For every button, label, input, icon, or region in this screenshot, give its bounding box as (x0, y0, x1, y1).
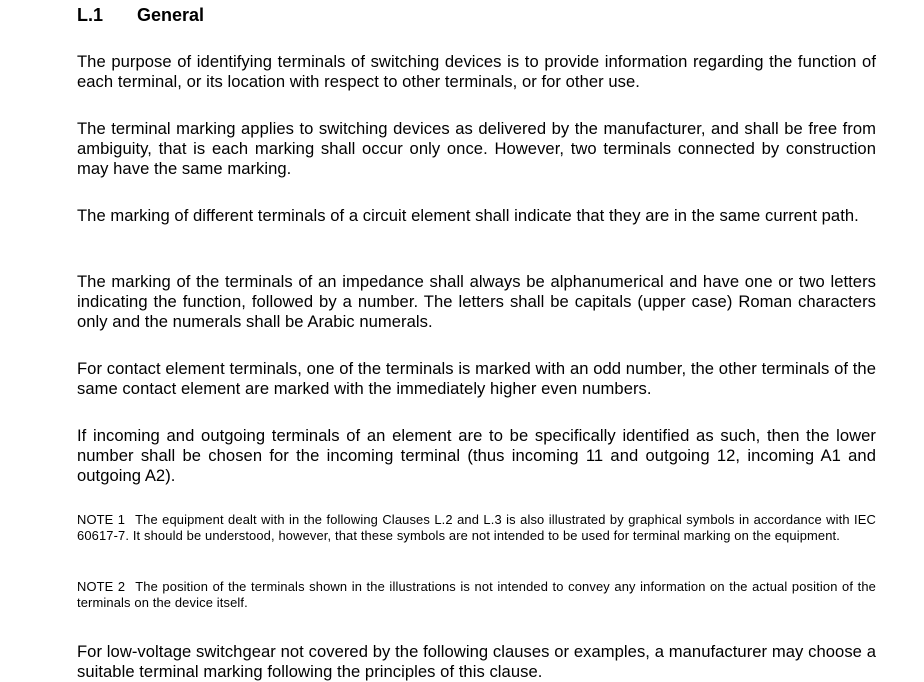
paragraph-different-terminals: The marking of different terminals of a circuit element shall indicate that they are in the same current path. (77, 206, 859, 225)
paragraph-incoming-outgoing: If incoming and outgoing terminals of an element are to be specifically identified as such, then the lower number shall be chosen for the incoming terminal (thus incoming 11 and outgoing 12, incoming A1 and outgoing A2). (77, 426, 876, 485)
section-number: L.1 (77, 5, 104, 25)
paragraph-low-voltage: For low-voltage switchgear not covered by the following clauses or examples, a manufacturer may choose a suitable terminal marking following the principles of this clause. (77, 642, 876, 681)
note-2 (77, 579, 876, 611)
note-1-label: NOTE 1 (77, 512, 126, 527)
note-1 (77, 512, 876, 544)
section-title: General (137, 5, 205, 25)
paragraph-purpose: The purpose of identifying terminals of switching devices is to provide information regarding the function of each terminal, or its location with respect to other terminals, or for other use. (77, 52, 876, 91)
paragraph-contact-element: For contact element terminals, one of the terminals is marked with an odd number, the other terminals of the same contact element are marked with the immediately higher even numbers. (77, 359, 876, 398)
paragraph-impedance: The marking of the terminals of an impedance shall always be alphanumerical and have one or two letters indicating the function, followed by a number. The letters shall be capitals (upper case) Roman characters only and the numerals shall be Arabic numerals. (77, 272, 876, 331)
note-1-text: The equipment dealt with in the following Clauses L.2 and L.3 is also illustrated by graphical symbols in accordance with IEC 60617-7. It should be understood, however, that these symbols are not intended to be used for terminal marking on the equipment. (77, 512, 876, 543)
note-2-text: The position of the terminals shown in the illustrations is not intended to convey any information on the actual position of the terminals on the device itself. (77, 579, 876, 610)
section-heading (77, 4, 204, 26)
note-2-label: NOTE 2 (77, 579, 126, 594)
paragraph-terminal-marking: The terminal marking applies to switching devices as delivered by the manufacturer, and shall be free from ambiguity, that is each marking shall occur only once. However, two terminals connected by construction may have the same marking. (77, 119, 876, 178)
